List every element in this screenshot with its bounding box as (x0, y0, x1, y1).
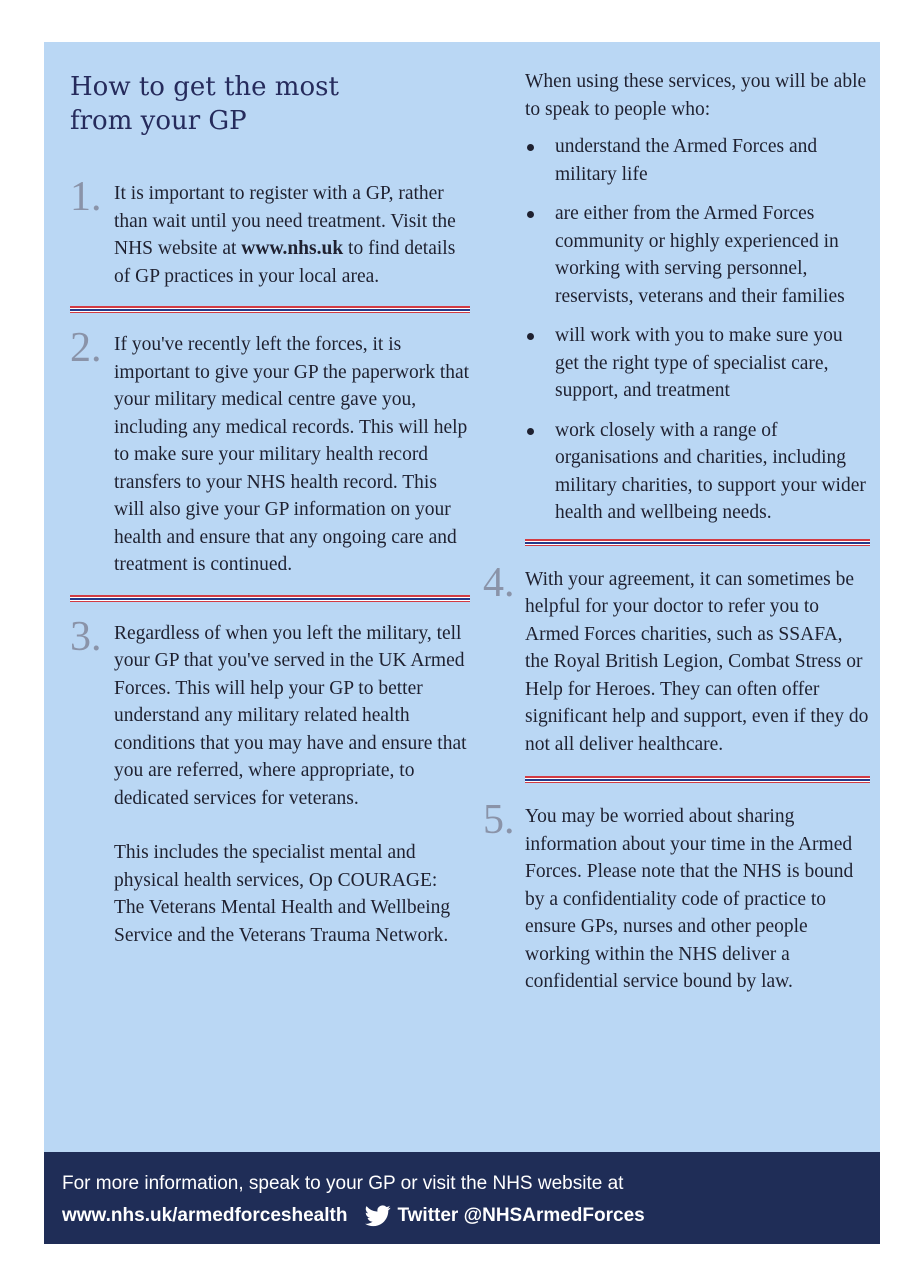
tip-4 (483, 559, 870, 759)
footer-banner (44, 1152, 880, 1244)
tip-number: 1. (70, 174, 102, 220)
services-intro: When using these services, you will be able to speak to people who: (525, 71, 867, 120)
divider (70, 306, 470, 313)
right-column (483, 68, 870, 996)
tip-number: 5. (483, 797, 515, 843)
tip-text: Regardless of when you left the military, tell your GP that you've served in the UK Armed Forces. This will help your GP to better understand any military related health conditions that you may have and ensure that you are referred, where appropriate, to dedicated services for veterans. (114, 622, 467, 809)
divider (525, 539, 870, 546)
bullet-icon (527, 428, 534, 435)
tip-3 (70, 613, 470, 950)
tip-5 (483, 797, 870, 996)
tip-text: You may be worried about sharing information about your time in the Armed Forces. Please note that the NHS is bound by a confidentiality code of practice to ensure GPs, nurses and other people working within the NHS deliver a confidential service bound by law. (525, 806, 854, 992)
footer-info-text: For more information, speak to your GP or visit the NHS website at (62, 1173, 624, 1194)
nhs-link[interactable]: www.nhs.uk (241, 238, 344, 259)
list-item: work closely with a range of organisations and charities, including military charities, to support your wider health and wellbeing needs. (525, 417, 870, 527)
bullet-icon (527, 333, 534, 340)
list-item: will work with you to make sure you get the right type of specialist care, support, and treatment (525, 322, 870, 405)
services-list (525, 133, 870, 527)
tip-text: With your agreement, it can sometimes be helpful for your doctor to refer you to Armed Forces charities, such as SSAFA, the Royal British Legion, Combat Stress or Help for Heroes. They can often offer significant help and support, even if they do not all deliver healthcare. (525, 568, 869, 755)
tip-text: If you've recently left the forces, it is important to give your GP the paperwork that your military medical centre gave you, including any medical records. This will help to make sure your military health record transfers to your NHS health record. This will also give your GP information on your health and ensure that any ongoing care and treatment is continued. (114, 334, 470, 575)
tip-text: It is important to register with a GP, rather than wait until you need treatment. Visit the NHS website at www.nhs.uk to find details of GP practices in your local area. (114, 183, 456, 287)
list-item: understand the Armed Forces and military life (525, 133, 870, 188)
list-item: are either from the Armed Forces community or highly experienced in working with serving personnel, reservists, veterans and their families (525, 200, 870, 310)
divider (525, 776, 870, 783)
left-column (70, 70, 470, 949)
twitter-bird-icon (365, 1205, 391, 1227)
tip-number: 2. (70, 325, 102, 371)
twitter-handle-link[interactable]: Twitter @NHSArmedForces (397, 1205, 645, 1226)
tip-number: 4. (483, 559, 515, 606)
bullet-icon (527, 211, 534, 218)
page-title (70, 70, 470, 138)
armed-forces-health-link[interactable]: www.nhs.uk/armedforceshealth (62, 1205, 348, 1226)
tip-number: 3. (70, 613, 102, 660)
tip-text-continued: This includes the specialist mental and physical health services, Op COURAGE: The Veterans Mental Health and Wellbeing Service and the Veterans Trauma Network. (114, 842, 451, 946)
footer-links (62, 1204, 645, 1228)
tip-1 (70, 174, 470, 290)
divider (70, 595, 470, 602)
title-line-2: from your GP (70, 106, 247, 136)
bullet-icon (527, 144, 534, 151)
title-line-1: How to get the most (70, 72, 339, 102)
tip-2 (70, 325, 470, 579)
